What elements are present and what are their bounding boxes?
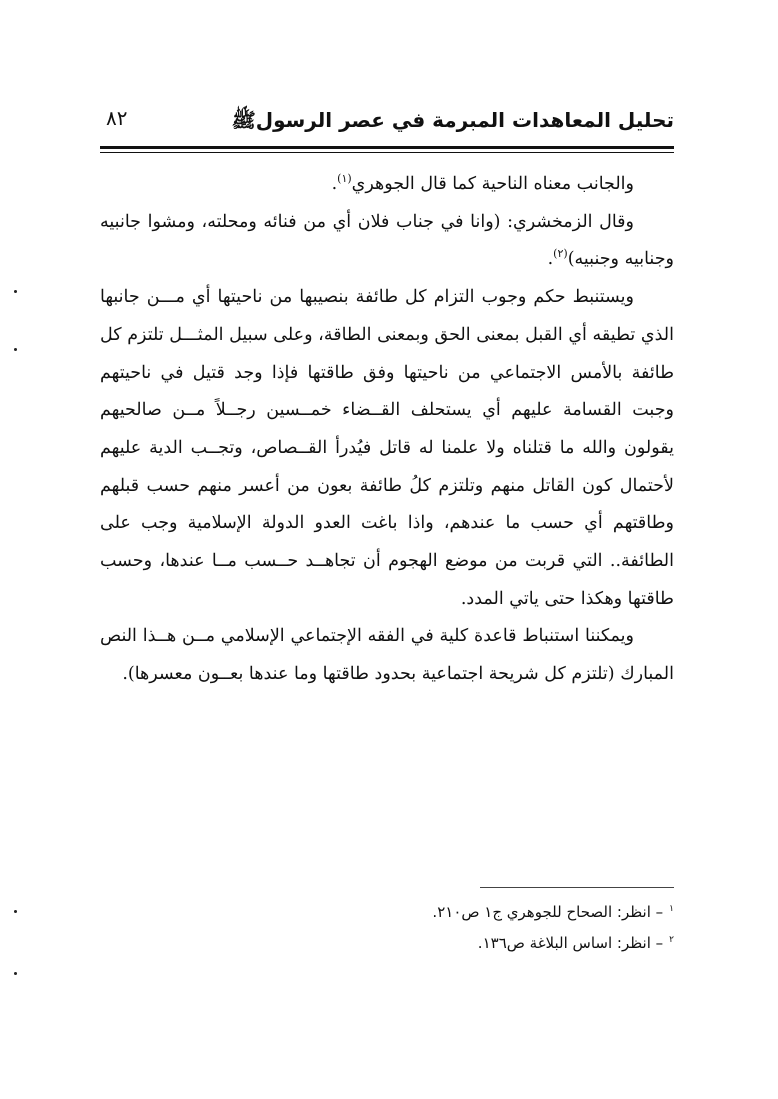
running-header xyxy=(100,104,674,144)
footnote-separator xyxy=(480,887,674,888)
footnote-text: – انظر: الصحاح للجوهري ج١ ص٢١٠. xyxy=(432,903,664,921)
paragraph-3: ويستنبط حكم وجوب التزام كل طائفة بنصيبها من ناحيتها أي مـــن جانبها الذي تطيقه أي القبل بمعنى الحق وبمعنى الطاقة، وعلى سبيل المثـــل تلتزم كل طائفة بالأمس الاجتماعي من ناحيتها وفق طاقتها فإذا وجد قتيل في ناحيتهم وجبت القسامة عليهم أي يستحلف القــضاء خمــسين رجــلاً مــن صالحيهم يقولون والله ما قتلناه ولا علمنا له قاتل فيُدرأ القــصاص، وتجــب الدية عليهم لأحتمال كون القاتل منهم وتلتزم كلُ طائفة بعون من أعسر منهم حسب قبلهم وطاقتهم أي حسب ما عندهم، واذا باغت العدو الدولة الإسلامية وجب على الطائفة.. التي قربت من موضع الهجوم أن تجاهــد حــسب مــا عندها، وحسب طاقتها وهكذا حتى ياتي المدد. xyxy=(100,287,674,609)
paragraph-2: وقال الزمخشري: (وانا في جناب فلان أي من فنائه ومحلته، ومشوا جانبيه وجنابيه وجنبيه)$^{(٢)}$. xyxy=(100,211,674,270)
footnote-ref-1: (١) xyxy=(337,172,352,186)
page-number: ٨٢ xyxy=(106,106,128,130)
footnote-1 xyxy=(274,897,674,928)
header-rule-thick xyxy=(100,146,674,149)
footnote-ref-2: (٢) xyxy=(553,247,568,261)
paragraph-4: ويمكننا استنباط قاعدة كلية في الفقه الإجتماعي الإسلامي مــن هــذا النص المبارك (تلتزم كل شريحة اجتماعية بحدود طاقتها وما عندها بعــون معسرها). xyxy=(100,626,674,685)
scan-speck xyxy=(14,348,17,351)
header-title: تحليل المعاهدات المبرمة في عصر الرسولﷺ xyxy=(231,108,674,132)
footnote-number: ٢ xyxy=(669,935,674,945)
scan-speck xyxy=(14,290,17,293)
footnote-text: – انظر: اساس البلاغة ص١٣٦. xyxy=(477,934,664,952)
body-text xyxy=(100,166,674,694)
paragraph-1: والجانب معناه الناحية كما قال الجوهري$^{(١)}$. xyxy=(331,172,634,194)
scan-speck xyxy=(14,910,17,913)
footnotes xyxy=(274,897,674,959)
footnote-number: ١ xyxy=(669,904,674,914)
scan-speck xyxy=(14,972,17,975)
footnote-2 xyxy=(274,928,674,959)
header-rule-thin xyxy=(100,152,674,153)
